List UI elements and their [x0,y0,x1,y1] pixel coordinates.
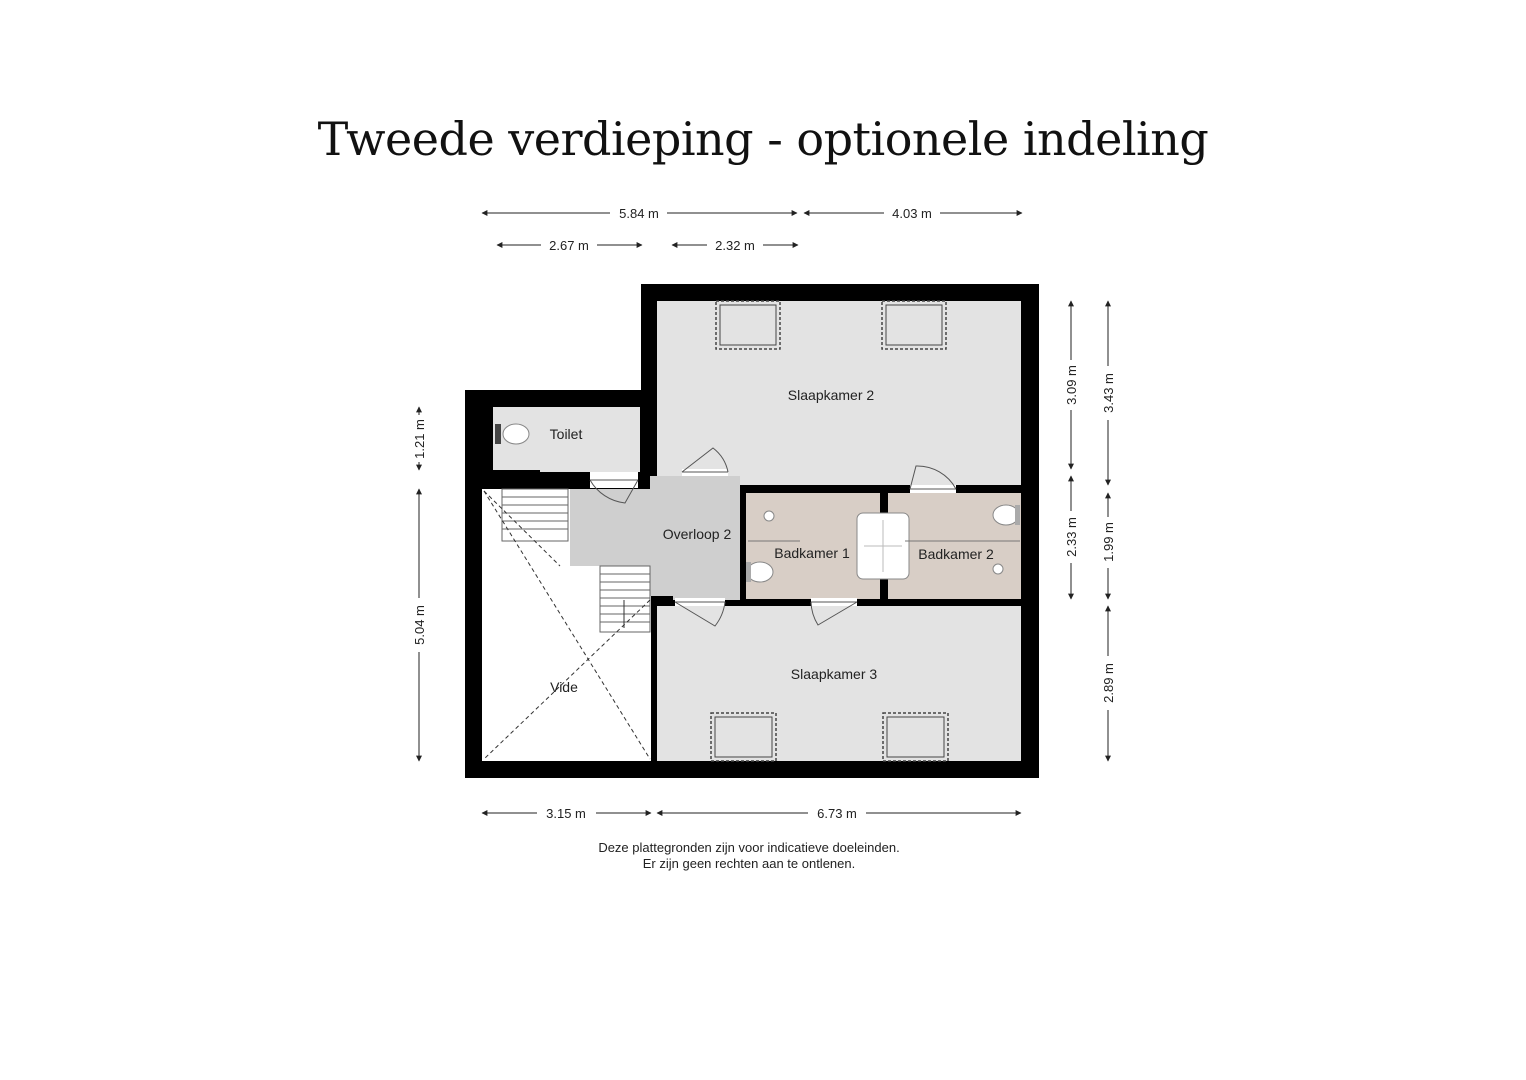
dim-1-21: 1.21 m [412,419,427,459]
toilet-icon [993,505,1020,525]
label-badkamer-2: Badkamer 2 [918,546,994,562]
shower-icon [993,564,1003,574]
label-vide: Vide [550,679,578,695]
disclaimer-line-1: Deze plattegronden zijn voor indicatieve doeleinden. [598,840,900,855]
shower-icon [764,511,774,521]
dim-5-04: 5.04 m [412,605,427,645]
dim-2-89: 2.89 m [1101,663,1116,703]
dim-1-99: 1.99 m [1101,522,1116,562]
toilet-icon [746,562,773,582]
disclaimer [598,840,899,871]
dim-5-84: 5.84 m [619,206,659,221]
label-slaapkamer-3: Slaapkamer 3 [790,666,878,682]
page-title: Tweede verdieping - optionele indeling [317,112,1209,166]
label-slaapkamer-2: Slaapkamer 2 [787,387,875,403]
dim-3-43: 3.43 m [1101,373,1116,413]
dim-6-73: 6.73 m [817,806,857,821]
dim-2-33: 2.33 m [1064,517,1079,557]
dim-3-15: 3.15 m [546,806,586,821]
dim-4-03: 4.03 m [892,206,932,221]
label-toilet: Toilet [549,426,583,442]
dim-2-67: 2.67 m [549,238,589,253]
disclaimer-line-2: Er zijn geen rechten aan te ontlenen. [642,856,856,871]
dim-2-32: 2.32 m [715,238,755,253]
label-overloop-2: Overloop 2 [662,526,732,542]
toilet-icon [495,424,529,444]
dim-3-09: 3.09 m [1064,365,1079,405]
label-badkamer-1: Badkamer 1 [774,545,850,561]
